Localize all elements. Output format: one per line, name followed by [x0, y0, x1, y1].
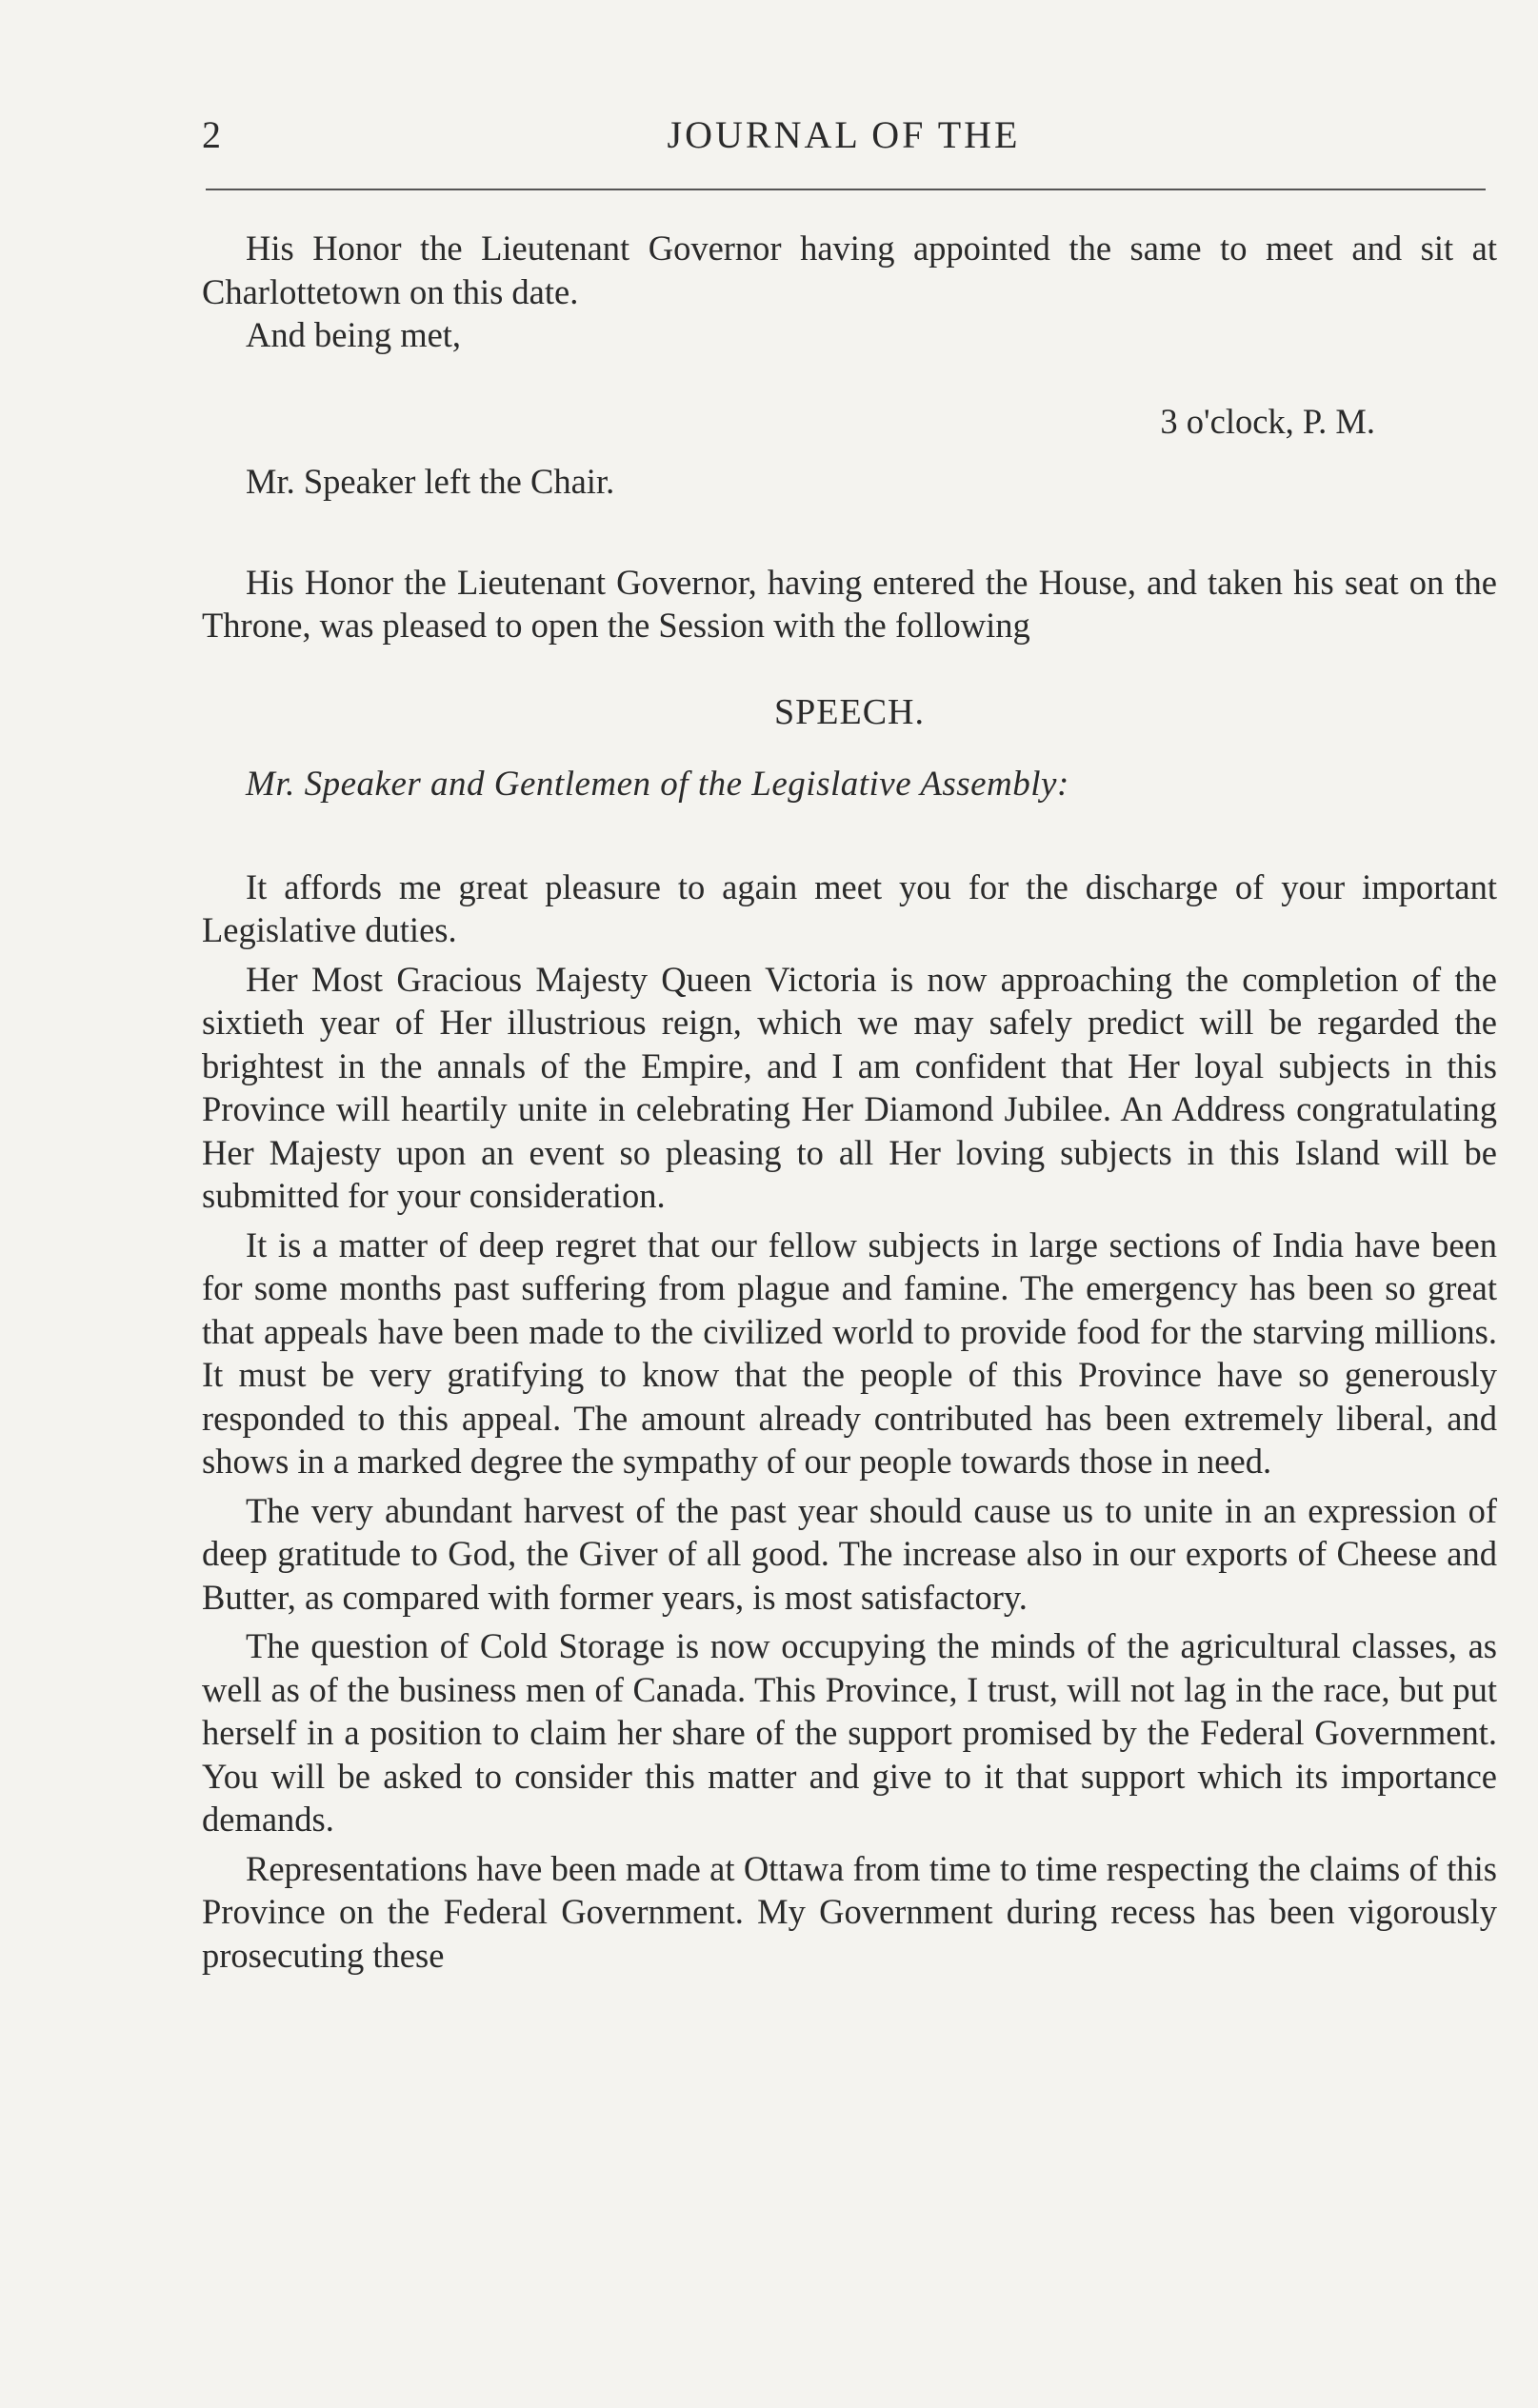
header-rule — [206, 189, 1486, 190]
speech-paragraph: It is a matter of deep regret that our fellow subjects in large sections of India have been for some months past suffering from plague and famine. The emergency has been so great that appeals have been made to the civilized world to provide food for the starving millions. It must be very gratifying to know that the people of this Province have so generously responded to this appeal. The amount already contributed has been extremely liberal, and shows in a marked degree the sympathy of our people towards those in need. — [202, 1224, 1497, 1481]
time-line: 3 o'clock, P. M. — [1160, 401, 1375, 441]
speech-paragraph: The question of Cold Storage is now occupying the minds of the agricultural classes, as well as of the business men of Canada. This Province, I trust, will not lag in the race, but put herself in a position to claim her share of the support promised by the Federal Government. You will be asked to consider this matter and give to it that support which its importance demands. — [202, 1626, 1497, 1839]
page-header — [202, 112, 1486, 169]
speech-paragraph: The very abundant harvest of the past year should cause us to unite in an expression of deep gratitude to God, the Giver of all good. The increase also in our exports of Cheese and Butter, as compared with former years, is most satisfactory. — [202, 1490, 1497, 1617]
opening-paragraph: His Honor the Lieutenant Governor having appointed the same to meet and sit at Charlottetown on this date. — [202, 229, 1497, 311]
speaker-left-line: Mr. Speaker left the Chair. — [246, 462, 615, 501]
running-head: JOURNAL OF THE — [667, 113, 1021, 156]
page-number: 2 — [202, 113, 222, 156]
speech-paragraph: It affords me great pleasure to again meet you for the discharge of your important Legislative duties. — [202, 866, 1497, 949]
speech-paragraph: Her Most Gracious Majesty Queen Victoria is now approaching the completion of the sixtieth year of Her illustrious reign, which we may safely predict will be regarded the brightest in the annals of the Empire, and I am confident that Her loyal subjects in this Province will heartily unite in celebrating Her Diamond Jubilee. An Address congratulating Her Majesty upon an event so pleasing to all Her loving subjects in this Island will be submitted for your consideration. — [202, 959, 1497, 1215]
speech-heading: SPEECH. — [774, 691, 925, 732]
page-body — [202, 227, 1497, 1977]
salutation: Mr. Speaker and Gentlemen of the Legislative Assembly: — [246, 765, 1069, 804]
speech-paragraph: Representations have been made at Ottawa from time to time respecting the claims of this Province on the Federal Government. My Government during recess has been vigorously prosecuting these — [202, 1848, 1497, 1975]
lieutenant-governor-entered-paragraph: His Honor the Lieutenant Governor, having entered the House, and taken his seat on the Throne, was pleased to open the Session with the following — [202, 562, 1497, 645]
and-being-met: And being met, — [246, 315, 462, 354]
